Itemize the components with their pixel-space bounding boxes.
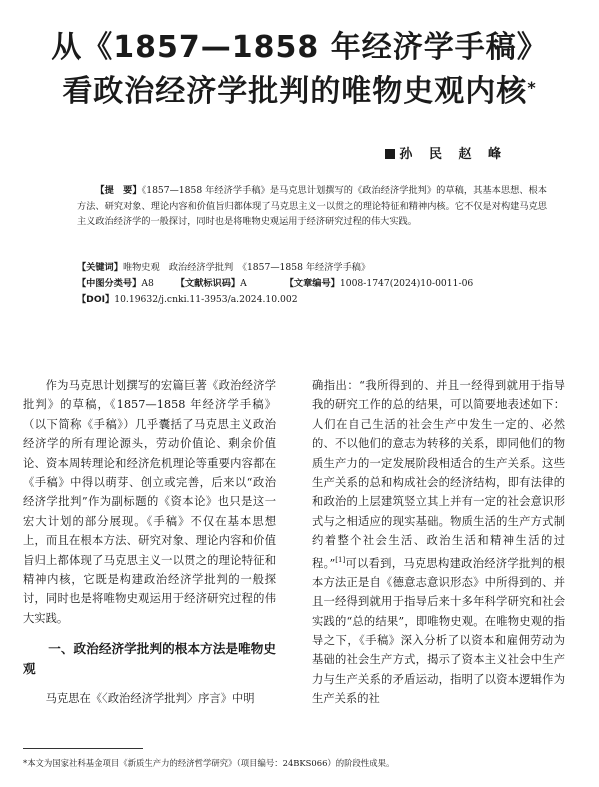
article-number-value: 1008-1747(2024)10-0011-06 [339,278,474,289]
square-bullet-icon [385,149,395,159]
author-line [385,143,507,162]
clc-label: 【中图分类号】 [77,278,142,289]
keywords-label: 【关键词】 [77,262,123,273]
title-footnote-marker: * [527,78,537,97]
funding-footnote: *本文为国家社科基金项目《新质生产力的经济哲学研究》（项目编号：24BKS066）的阶段性成果。 [23,758,395,768]
classification-codes [77,276,547,292]
article-title-line-2: 看政治经济学批判的唯物史观内核* [62,74,537,109]
body-text: 可以看到，马克思构建政治经济学批判的根本方法正是自《德意志意识形态》中所得到的、并且一经得到就用于指导后来十多年科学研究和社会实践的“总的结果”，即唯物史观。在唯物史观的指导之下，《手稿》深入分析了以资本和雇佣劳动为基础的社会生产方式，揭示了资本主义社会中生产力与生产关系的矛盾运动，指明了以资本逻辑作为生产关系的社 [312,556,565,706]
keywords-text: 唯物史观 政治经济学批判 《1857—1858 年经济学手稿》 [122,262,371,273]
doi-value: 10.19632/j.cnki.11-3953/a.2024.10.002 [114,294,298,305]
quoted-text: 确指出：“我所得到的、并且一经得到就用于指导我的研究工作的总的结果，可以简要地表述如下：人们在自己生活的社会生产中发生一定的、必然的、不以他们的意志为转移的关系，即同他们的物质生产力的一定发展阶段相适合的生产关系。这些生产关系的总和构成社会的经济结构，即有法律的和政治的上层建筑竖立其上并有一定的社会意识形式与之相适应的现实基础。物质生活的生产方式制约着整个社会生活、政治生活和精神生活的过程。” [312,379,565,570]
body-paragraph: 马克思在《〈政治经济学批判〉序言》中明 [45,692,255,706]
body-paragraph: 作为马克思计划撰写的宏篇巨著《政治经济学批判》的草稿，《1857—1858 年经济学手稿》（以下简称《手稿》）几乎囊括了马克思主义政治经济学的所有理论源头，劳动价值论、剩余价值论、资本周转理论和经济危机理论等重要内容都在《手稿》中得以萌芽、创立或完善，后来以“政治经济学批判”作为副标题的《资本论》也只是这一宏大计划的部分展现。《手稿》不仅在基本思想上，而且在根本方法、研究对象、理论内容和价值旨归上都体现了马克思主义一以贯之的理论特征和精神内核，它既是构建政治经济学批判的一般探讨，同时也是将唯物史观运用于经济研究过程的伟大实践。 [23,379,276,625]
article-title-line-1: 从《1857—1858 年经济学手稿》 [51,30,548,65]
clc-value: A8 [141,278,154,289]
abstract-text: 《1857—1858 年经济学手稿》是马克思计划撰写的《政治经济学批判》的草稿，其基本思想、根本方法、研究对象、理论内容和价值旨归都体现了马克思主义一以贯之的理论特征和精神内核。它不仅是对构建马克思主义政治经济学的一般探讨，同时也是将唯物史观运用于经济研究过程的伟大实践。 [77,185,547,227]
doc-code-label: 【文献标识码】 [175,278,241,289]
author-names: 孙 民 赵 峰 [399,147,507,162]
doc-code-value: A [240,278,247,289]
doi-label: 【DOI】 [77,294,115,305]
body-column-right [312,376,565,709]
doi [77,292,547,308]
article-number-label: 【文章编号】 [284,278,340,289]
body-column-left [23,376,276,709]
footnote-divider [23,748,143,749]
abstract-label: 【提 要】 [95,185,142,196]
keywords [77,260,547,276]
section-heading: 一、政治经济学批判的根本方法是唯物史观 [23,641,276,676]
reference-marker: [1] [335,555,346,564]
body-paragraph [312,376,565,709]
abstract [77,183,547,230]
